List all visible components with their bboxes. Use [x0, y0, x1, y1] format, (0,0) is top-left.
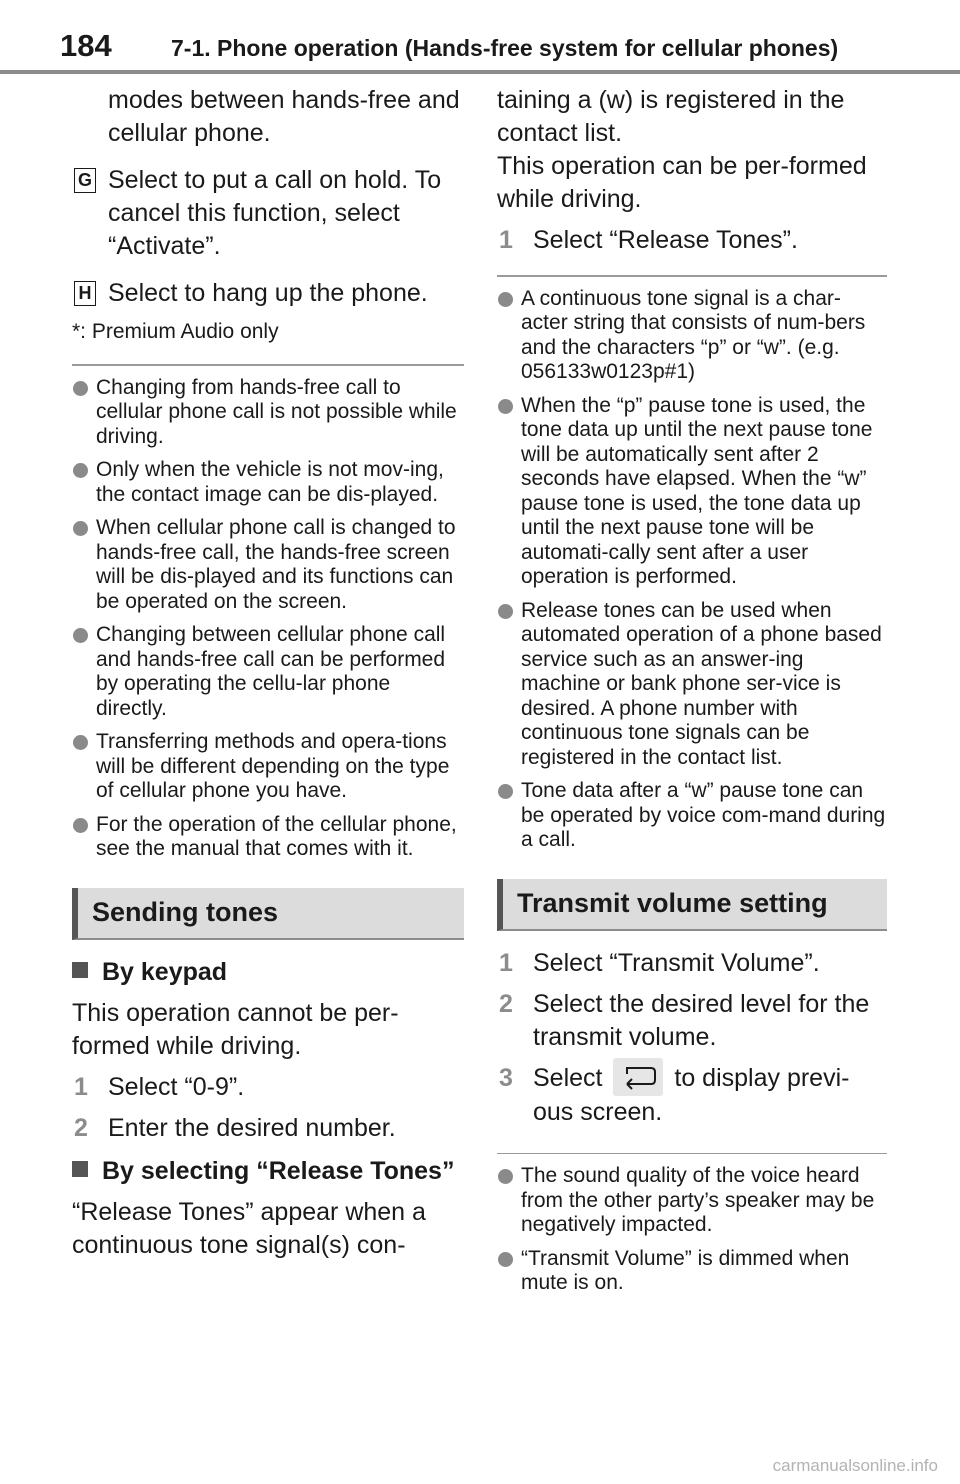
- note-item: [72, 376, 464, 450]
- subheading-by-keypad: [72, 956, 464, 989]
- header-rule: [0, 70, 960, 74]
- note-text: A continuous tone signal is a char-acter string that consists of num-bers and the characters “p” or “w”. (e.g. 056133w0123p#1): [521, 286, 866, 383]
- bullet-icon: [73, 463, 88, 478]
- watermark: carmanualsonline.info: [772, 1456, 938, 1475]
- note-text: When the “p” pause tone is used, the tone data up until the next pause tone will be automatically sent after 2 seconds have elapsed. When the “w” pause tone is used, the tone data up until the next pause tone will be automati-cally sent after a user operation is performed.: [521, 393, 873, 588]
- section-banner-sending-tones: Sending tones: [72, 888, 464, 940]
- step-text: Select “Release Tones”.: [533, 226, 798, 254]
- driving-note: This operation can be per-formed while driving.: [497, 152, 867, 213]
- bullet-icon: [498, 399, 513, 414]
- continued-text: taining a (w) is registered in the contact list.: [497, 86, 845, 147]
- divider: [497, 275, 887, 277]
- note-text: Changing between cellular phone call and hands-free call can be performed by operating the cellu-lar phone directly.: [96, 623, 446, 720]
- step-item: [497, 988, 887, 1054]
- step-item: [72, 1112, 464, 1145]
- step-text-after: to display previ-ous screen.: [533, 1063, 850, 1126]
- step-number: 1: [499, 948, 513, 977]
- note-text: Release tones can be used when automated operation of a phone based service such as an answer-ing machine or bank phone ser-vice is desired. A phone number with continuous tone signals can be registered in the contact list.: [521, 598, 882, 769]
- note-item: [497, 599, 887, 771]
- step-number: 3: [499, 1063, 513, 1092]
- subheading-by-release-tones: [72, 1155, 464, 1188]
- bullet-icon: [498, 1252, 513, 1267]
- note-item: [497, 779, 887, 853]
- bullet-icon: [73, 735, 88, 750]
- note-text: Only when the vehicle is not mov-ing, the contact image can be dis-played.: [96, 458, 444, 506]
- footnote: *: Premium Audio only: [72, 320, 279, 343]
- bullet-icon: [498, 292, 513, 307]
- item-g-text: Select to put a call on hold. To cancel this function, select “Activate”.: [108, 166, 442, 260]
- step-number: 2: [74, 1113, 88, 1142]
- divider: [497, 1153, 887, 1155]
- step-number: 2: [499, 989, 513, 1018]
- step-number: 1: [74, 1072, 88, 1101]
- note-item: [497, 287, 887, 385]
- note-item: [497, 1164, 887, 1238]
- divider: [72, 364, 464, 366]
- back-arrow-icon: [613, 1058, 663, 1096]
- step-text: Enter the desired number.: [108, 1113, 396, 1142]
- section-title: 7-1. Phone operation (Hands-free system for cellular phones): [171, 35, 839, 61]
- step-number: 1: [499, 226, 513, 254]
- note-text: The sound quality of the voice heard from the other party’s speaker may be negatively impacted.: [521, 1164, 875, 1237]
- left-notes: [72, 376, 464, 862]
- section-banner-transmit-volume: Transmit volume setting: [497, 879, 887, 931]
- subheading-text: By selecting “Release Tones”: [102, 1156, 455, 1185]
- release-text: “Release Tones” appear when a continuous tone signal(s) con-: [72, 1197, 426, 1259]
- note-item: [72, 623, 464, 721]
- bullet-icon: [498, 604, 513, 619]
- marker-g: G: [74, 168, 96, 193]
- marker-h: H: [74, 281, 96, 306]
- square-bullet-icon: [72, 962, 88, 978]
- step-text-before: Select: [533, 1063, 603, 1092]
- right-notes: [497, 287, 887, 853]
- step-text: Select “0-9”.: [108, 1072, 245, 1101]
- step-item: [497, 1062, 887, 1129]
- right-column: [497, 84, 887, 1305]
- subheading-text: By keypad: [102, 957, 228, 986]
- note-item: [497, 1247, 887, 1296]
- item-g: [72, 164, 464, 263]
- item-h: [72, 277, 464, 310]
- bullet-icon: [498, 784, 513, 799]
- step-item: [497, 224, 887, 257]
- page-number: 184: [60, 28, 112, 63]
- note-text: For the operation of the cellular phone, see the manual that comes with it.: [96, 812, 457, 860]
- bullet-icon: [73, 818, 88, 833]
- note-text: Tone data after a “w” pause tone can be operated by voice com-mand during a call.: [521, 779, 886, 851]
- step-text: Select the desired level for the transmit volume.: [533, 989, 870, 1051]
- note-item: [72, 516, 464, 614]
- note-item: [72, 458, 464, 507]
- step-text: Select “Transmit Volume”.: [533, 948, 820, 977]
- note-item: [72, 813, 464, 862]
- keypad-text: This operation cannot be per-formed while driving.: [72, 998, 399, 1060]
- square-bullet-icon: [72, 1161, 88, 1177]
- note-text: Changing from hands-free call to cellular phone call is not possible while driving.: [96, 375, 457, 448]
- note-item: [497, 394, 887, 590]
- bullet-icon: [73, 628, 88, 643]
- bullet-icon: [73, 521, 88, 536]
- note-item: [72, 730, 464, 804]
- item-h-text: Select to hang up the phone.: [108, 279, 428, 307]
- page-header: [0, 0, 960, 76]
- transmit-notes: [497, 1164, 887, 1296]
- step-item: [497, 947, 887, 980]
- note-text: When cellular phone call is changed to hands-free call, the hands-free screen will be dis-played and its functions can be operated on the screen.: [96, 516, 456, 613]
- left-column: [72, 84, 464, 1262]
- note-text: Transferring methods and opera-tions will be different depending on the type of cellular phone you have.: [96, 730, 450, 802]
- bullet-icon: [73, 381, 88, 396]
- intro-text: modes between hands-free and cellular phone.: [108, 86, 460, 147]
- note-text: “Transmit Volume” is dimmed when mute is on.: [521, 1246, 850, 1295]
- bullet-icon: [498, 1169, 513, 1184]
- step-item: [72, 1071, 464, 1104]
